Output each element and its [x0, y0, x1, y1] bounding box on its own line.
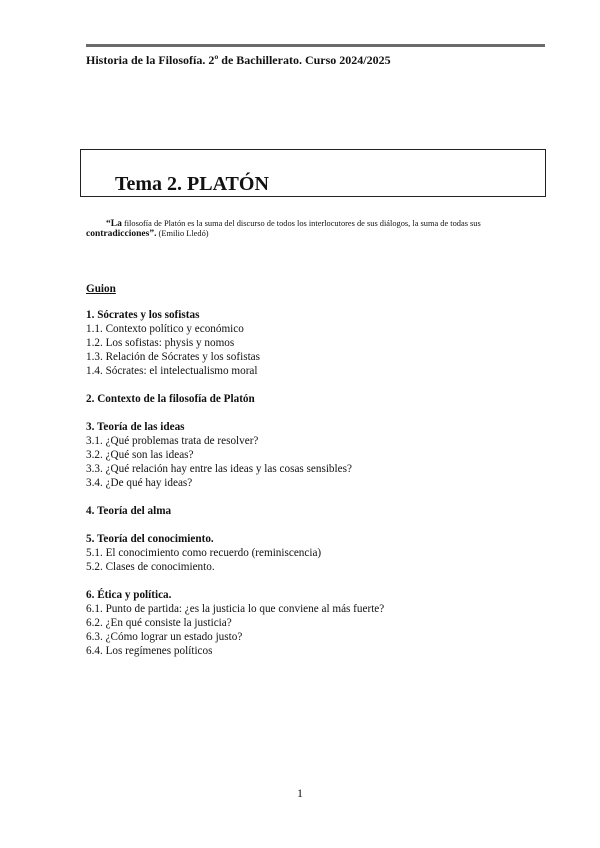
- section-heading: 1. Sócrates y los sofistas: [86, 309, 200, 321]
- section-heading: 3. Teoría de las ideas: [86, 421, 185, 433]
- section-item: 3.3. ¿Qué relación hay entre las ideas y las cosas sensibles?: [86, 463, 352, 475]
- outline-section-3: [86, 420, 546, 490]
- section-heading: 2. Contexto de la filosofía de Platón: [86, 393, 255, 405]
- title-box: [80, 149, 546, 197]
- epigraph-attribution: (Emilio Lledó): [156, 229, 209, 238]
- epigraph-body: filosofía de Platón es la suma del discurso de todos los interlocutores de sus diálogos, la suma de todas sus: [121, 219, 481, 228]
- outline-section-1: [86, 308, 546, 378]
- section-item: 1.4. Sócrates: el intelectualismo moral: [86, 365, 258, 377]
- section-item: 5.1. El conocimiento como recuerdo (reminiscencia): [86, 547, 322, 559]
- section-item: 6.2. ¿En qué consiste la justicia?: [86, 617, 232, 629]
- section-item: 5.2. Clases de conocimiento.: [86, 561, 215, 573]
- section-item: 1.1. Contexto político y económico: [86, 323, 244, 335]
- outline-section-6: [86, 588, 546, 658]
- section-heading: 5. Teoría del conocimiento.: [86, 533, 214, 545]
- page-title: Tema 2. PLATÓN: [115, 173, 269, 195]
- outline-section-2: [86, 392, 546, 406]
- header-rule: [86, 44, 545, 47]
- outline-section-5: [86, 532, 546, 574]
- section-heading: 4. Teoría del alma: [86, 505, 172, 517]
- epigraph-lead: “La: [106, 219, 122, 229]
- section-item: 3.4. ¿De qué hay ideas?: [86, 477, 193, 489]
- section-item: 6.4. Los regímenes políticos: [86, 645, 213, 657]
- course-header: Historia de la Filosofía. 2º de Bachillerato. Curso 2024/2025: [86, 53, 391, 67]
- section-item: 3.1. ¿Qué problemas trata de resolver?: [86, 435, 259, 447]
- epigraph-emphasis: contradicciones”.: [86, 229, 157, 239]
- section-heading: 6. Ética y política.: [86, 589, 172, 601]
- section-item: 1.2. Los sofistas: physis y nomos: [86, 337, 235, 349]
- section-item: 6.1. Punto de partida: ¿es la justicia lo que conviene al más fuerte?: [86, 603, 385, 615]
- section-item: 6.3. ¿Cómo lograr un estado justo?: [86, 631, 243, 643]
- section-item: 3.2. ¿Qué son las ideas?: [86, 449, 194, 461]
- page-number: 1: [297, 786, 303, 800]
- outline-section-4: [86, 504, 546, 518]
- epigraph: [86, 219, 526, 239]
- section-item: 1.3. Relación de Sócrates y los sofistas: [86, 351, 260, 363]
- outline-heading: Guion: [86, 283, 116, 295]
- outline: [86, 282, 546, 672]
